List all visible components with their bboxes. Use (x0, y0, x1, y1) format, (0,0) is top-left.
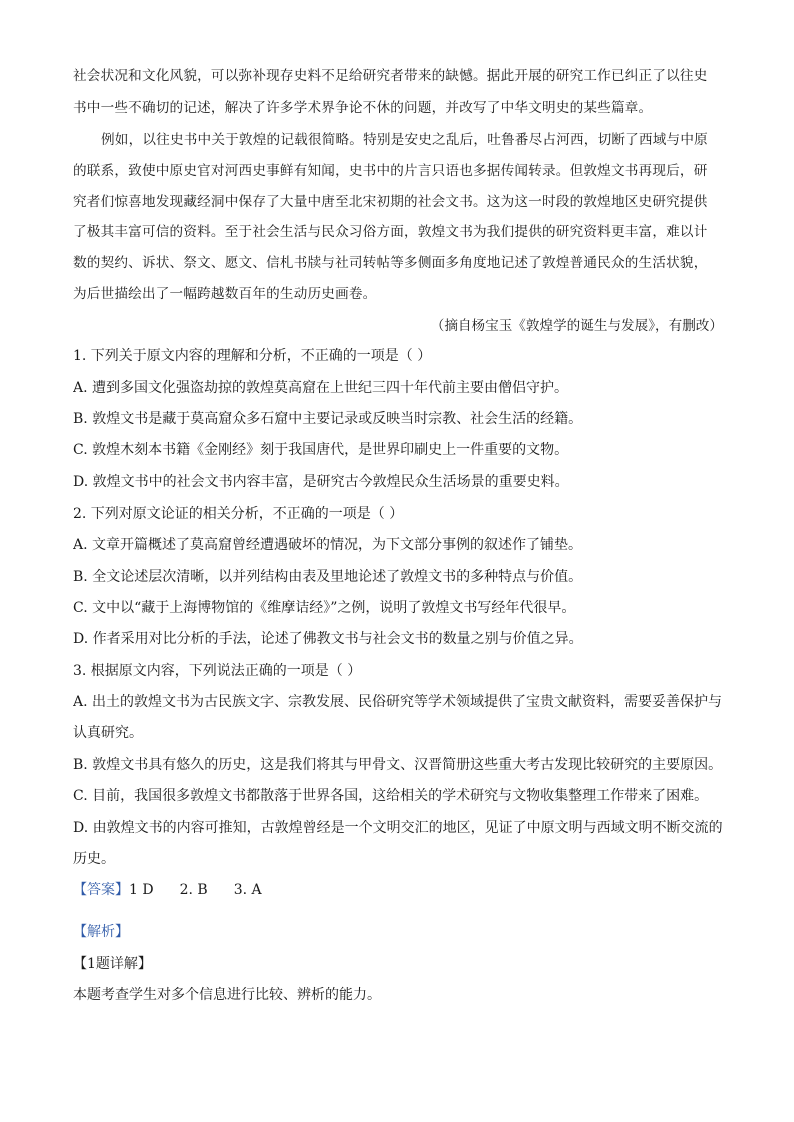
passage-line: 为后世描绘出了一幅跨越数百年的生动历史画卷。 (73, 286, 377, 302)
passage-line: 究者们惊喜地发现藏经洞中保存了大量中唐至北宋初期的社会文书。这为这一时段的敦煌地区史研究提供 (73, 194, 708, 210)
question-option-continuation: 认真研究。 (73, 725, 143, 741)
question-option: D. 敦煌文书中的社会文书内容丰富，是研究古今敦煌民众生活场景的重要史料。 (73, 474, 569, 490)
answer-1: 1 D (129, 882, 154, 898)
question-option: C. 目前，我国很多敦煌文书都散落于世界各国，这给相关的学术研究与文物收集整理工作带来了困难。 (73, 788, 709, 804)
question-option: B. 敦煌文书是藏于莫高窟众多石窟中主要记录或反映当时宗教、社会生活的经籍。 (73, 411, 583, 427)
question-option: A. 遭到多国文化强盗劫掠的敦煌莫高窟在上世纪三四十年代前主要由僧侣守护。 (73, 380, 569, 396)
passage-line: 书中一些不确切的记述，解决了许多学术界争论不休的问题，并改写了中华文明史的某些篇章。 (73, 100, 653, 116)
answer-3: 3. A (233, 882, 262, 898)
answer-label: 【答案】 (73, 882, 129, 898)
question-option: B. 全文论述层次清晰，以并列结构由表及里地论述了敦煌文书的多种特点与价值。 (73, 569, 583, 585)
passage-line: 数的契约、诉状、祭文、愿文、信札书牍与社司转帖等多侧面多角度地记述了敦煌普通民众的生活状貌， (73, 255, 708, 271)
passage-line: 了极其丰富可信的资料。至于社会生活与民众习俗方面，敦煌文书为我们提供的研究资料更丰富，难以计 (73, 224, 708, 240)
question-option: D. 作者采用对比分析的手法，论述了佛教文书与社会文书的数量之别与价值之异。 (73, 631, 583, 647)
passage-line: 例如，以往史书中关于敦煌的记载很简略。特别是安史之乱后，吐鲁番尽占河西，切断了西域与中原 (101, 132, 708, 148)
question-stem: 2. 下列对原文论证的相关分析，不正确的一项是（ ） (73, 506, 404, 522)
question-option: C. 敦煌木刻本书籍《金刚经》刻于我国唐代，是世界印刷史上一件重要的文物。 (73, 442, 569, 458)
passage-source: （摘自杨宝玉《敦煌学的诞生与发展》，有删改） (430, 318, 723, 334)
question-option: A. 出土的敦煌文书为古民族文字、宗教发展、民俗研究等学术领域提供了宝贵文献资料，需要妥善保护与 (73, 694, 723, 710)
analysis-label: 【解析】 (73, 924, 129, 940)
passage-line: 的联系，致使中原史官对河西史事鲜有知闻，史书中的片言只语也多据传闻转录。但敦煌文书再现后，研 (73, 163, 708, 179)
answer-row (73, 880, 723, 900)
question-stem: 1. 下列关于原文内容的理解和分析，不正确的一项是（ ） (73, 348, 432, 364)
analysis-text: 本题考查学生对多个信息进行比较、辨析的能力。 (73, 987, 381, 1003)
question-stem: 3. 根据原文内容，下列说法正确的一项是（ ） (73, 663, 362, 679)
passage-line: 社会状况和文化风貌，可以弥补现存史料不足给研究者带来的缺憾。据此开展的研究工作已纠正了以往史 (73, 68, 708, 84)
analysis-sub-label: 【1题详解】 (73, 956, 152, 972)
question-option: C. 文中以“藏于上海博物馆的《维摩诘经》”之例，说明了敦煌文书写经年代很早。 (73, 600, 576, 616)
question-option: A. 文章开篇概述了莫高窟曾经遭遇破坏的情况，为下文部分事例的叙述作了铺垫。 (73, 537, 583, 553)
question-option-continuation: 历史。 (73, 851, 115, 867)
question-option: B. 敦煌文书具有悠久的历史，这是我们将其与甲骨文、汉晋简册这些重大考古发现比较研究的主要原因。 (73, 757, 723, 773)
question-option: D. 由敦煌文书的内容可推知，古敦煌曾经是一个文明交汇的地区，见证了中原文明与西域文明不断交流的 (73, 820, 723, 836)
answer-2: 2. B (179, 882, 208, 898)
